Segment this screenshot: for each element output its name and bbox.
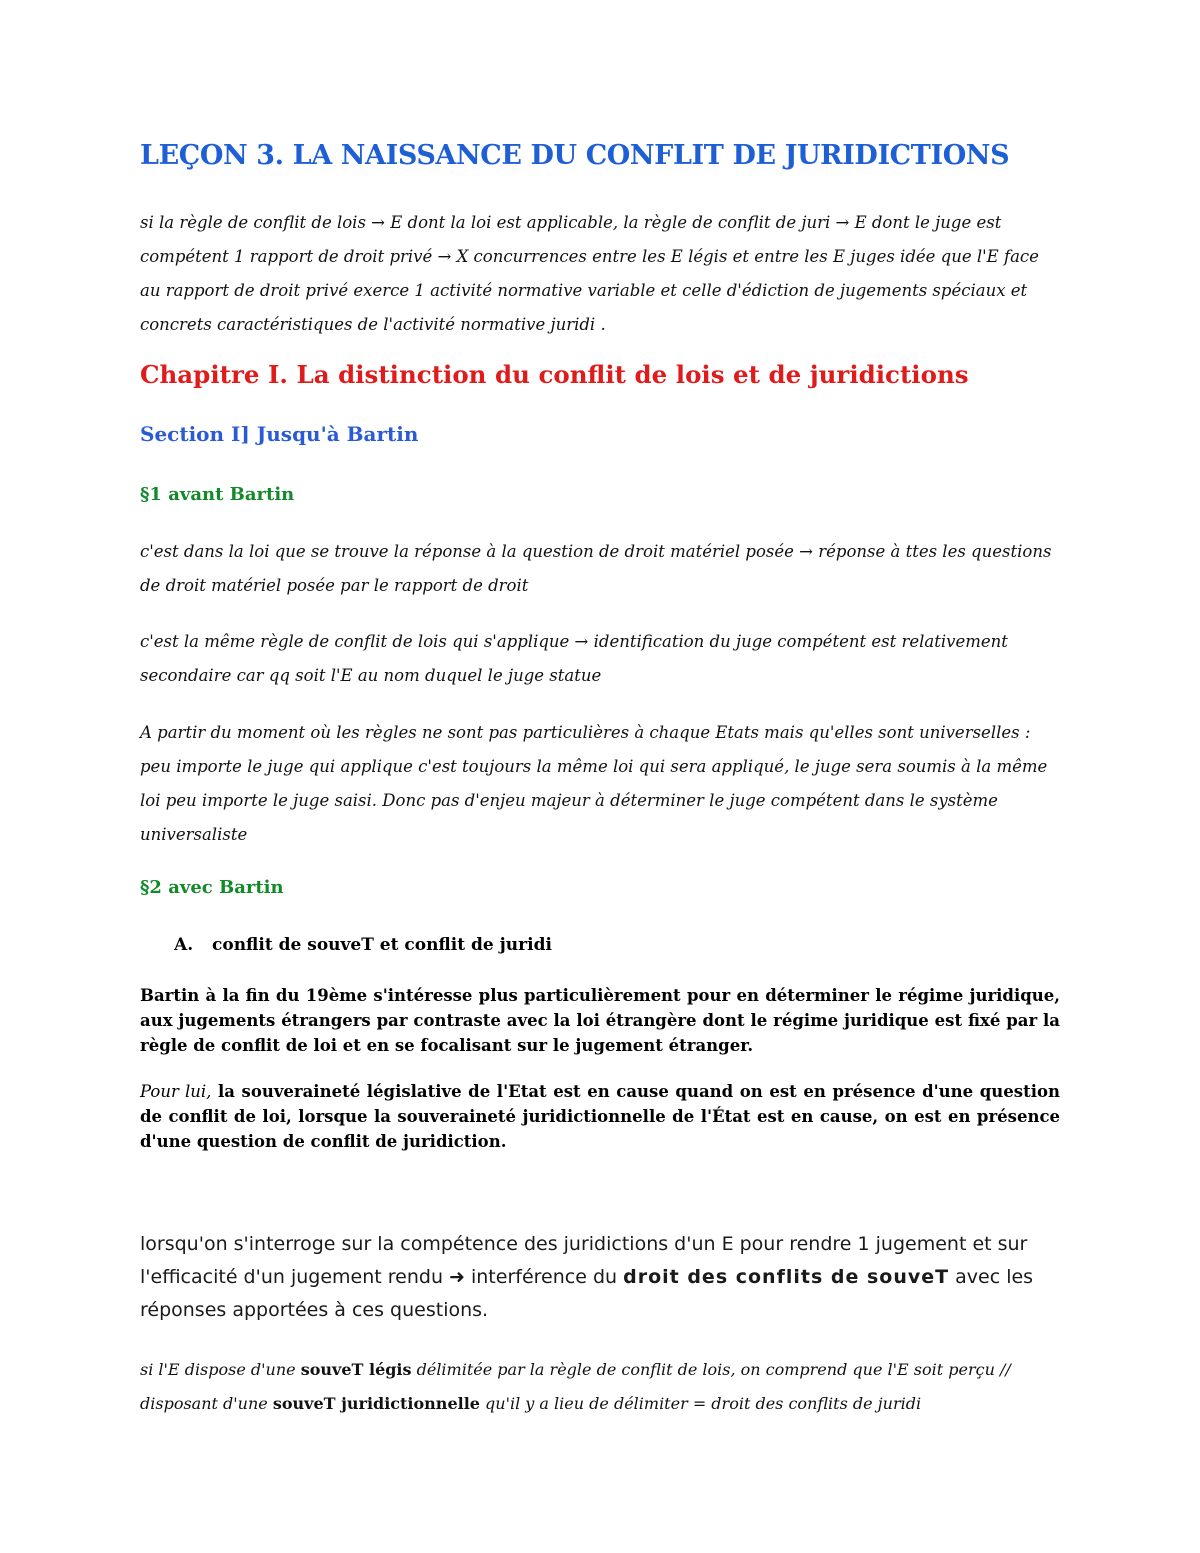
last-bold-b: souveT légis	[300, 1360, 412, 1379]
subheading-a	[174, 935, 552, 955]
paragraph-heading-1: §1 avant Bartin	[140, 484, 295, 505]
paragraph-3-text: A partir du moment où les règles ne sont pas particulières à chaque Etats mais qu'elles sont universelles : peu importe le juge qui applique c'est toujours la même loi qui sera appliqué, le juge sera soumis à la même loi peu importe le juge saisi. Donc pas d'enjeu majeur à déterminer le juge compétent dans le système universaliste	[140, 723, 1048, 844]
lesson-title: LEÇON 3. LA NAISSANCE DU CONFLIT DE JURIDICTIONS	[140, 140, 1010, 171]
paragraph-2-text: c'est la même règle de conflit de lois qui s'applique → identification du juge compétent est relativement secondaire car qq soit l'E au nom duquel le juge statue	[140, 632, 1008, 685]
bartin-paragraph: Bartin à la fin du 19ème s'intéresse plus particulièrement pour en déterminer le régime juridique, aux jugements étrangers par contraste avec la loi étrangère dont le régime juridique est fixé par la règle de conflit de loi et en se focalisant sur le jugement étranger.	[140, 986, 1060, 1055]
last-bold-d: souveT juridictionnelle	[272, 1394, 480, 1413]
last-text-c: délimitée par la règle de conflit de lois, on comprend que l'E soit perçu // disposant d'une	[140, 1360, 1011, 1413]
interference-text-a: lorsqu'on s'interroge sur la compétence des juridictions d'un E pour rendre 1 jugement et sur l'efficacité d'un jugement rendu ➜ interférence du	[140, 1233, 1028, 1288]
subheading-letter: A.	[174, 935, 194, 955]
souverainete-paragraph	[140, 1079, 1060, 1154]
paragraph-1-text: c'est dans la loi que se trouve la réponse à la question de droit matériel posée → réponse à ttes les questions de droit matériel posée par le rapport de droit	[140, 542, 1052, 595]
section-heading: Section I] Jusqu'à Bartin	[140, 422, 419, 446]
last-text-e: qu'il y a lieu de délimiter = droit des conflits de juridi	[479, 1394, 922, 1413]
interference-paragraph	[140, 1228, 1060, 1327]
paragraph-heading-2: §2 avec Bartin	[140, 877, 284, 898]
last-text-a: si l'E dispose d'une	[140, 1360, 301, 1379]
intro-paragraph: si la règle de conflit de lois → E dont la loi est applicable, la règle de conflit de juri → E dont le juge est compétent 1 rapport de droit privé → X concurrences entre les E légis et entre les E juges idée que l'E face au rapport de droit privé exerce 1 activité normative variable et celle d'édiction de jugements spéciaux et concrets caractéristiques de l'activité normative juridi .	[140, 213, 1039, 334]
interference-bold: droit des conflits de souveT	[623, 1266, 950, 1288]
souverainete-juri-paragraph	[140, 1353, 1075, 1421]
subheading-title: conflit de souveT et conflit de juridi	[212, 935, 552, 955]
souverainete-text: la souveraineté législative de l'Etat est en cause quand on est en présence d'une question de conflit de loi, lorsque la souveraineté juridictionnelle de l'État est en cause, on est en présence d'une question de conflit de juridiction.	[140, 1082, 1060, 1151]
chapter-heading: Chapitre I. La distinction du conflit de lois et de juridictions	[140, 360, 969, 389]
pour-lui-lead: Pour lui,	[140, 1082, 212, 1101]
interference-text-c: avec les réponses apportées à ces questions.	[140, 1266, 1034, 1321]
